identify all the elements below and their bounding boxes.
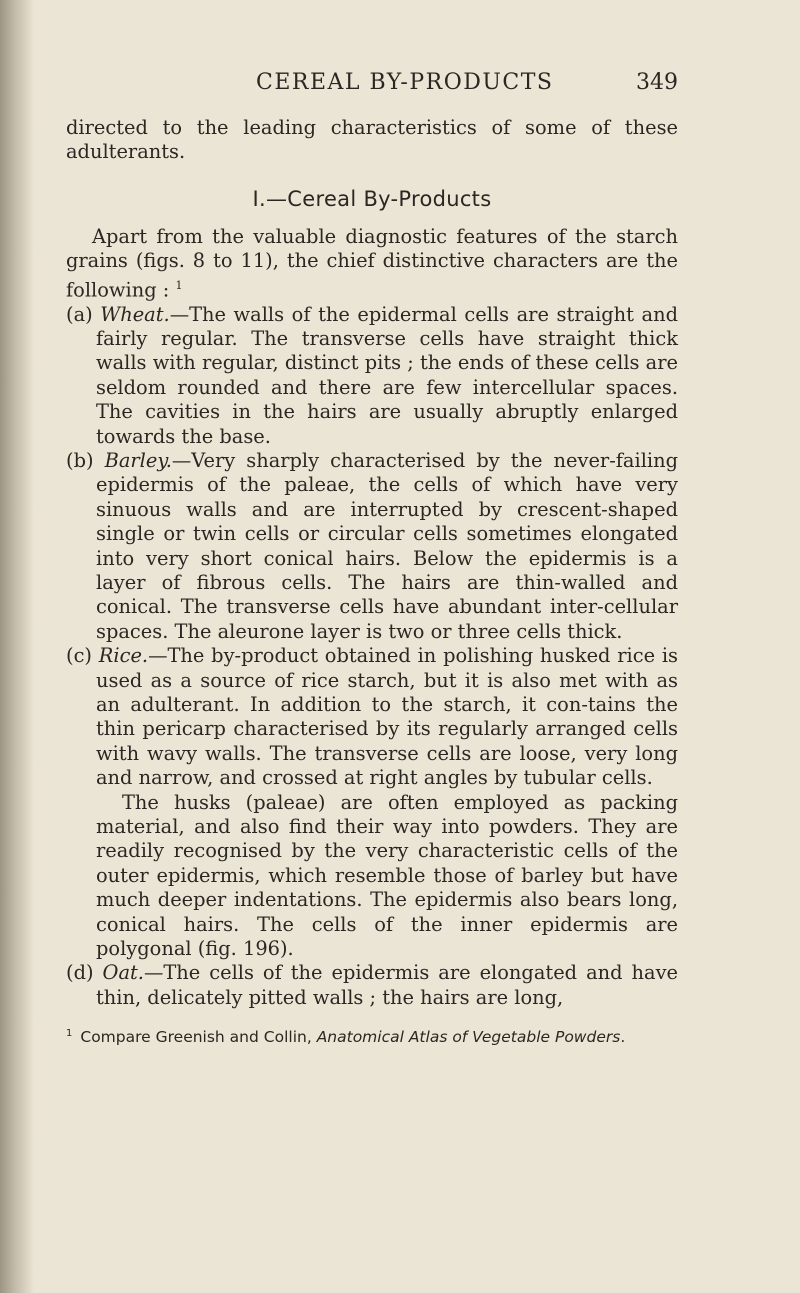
footnote-text-end: . xyxy=(620,1028,626,1047)
intro-paragraph: directed to the leading characteristics of some of these adulterants. xyxy=(66,116,678,164)
page-number: 349 xyxy=(636,70,678,95)
lead-text: Apart from the valuable diagnostic features of the starch grains (figs. 8 to 11), the chief distinctive characters are the following : xyxy=(66,224,678,302)
item-oat xyxy=(66,961,678,1010)
item-barley xyxy=(66,449,678,644)
running-head-title: CEREAL BY-PRODUCTS xyxy=(256,70,554,95)
item-name: Wheat. xyxy=(100,302,170,326)
item-name: Rice. xyxy=(98,644,149,668)
item-text: —The walls of the epidermal cells are straight and fairly regular. The transverse cells have straight thick walls with regular, distinct pits ; the ends of these cells are seldom rounded and there are few intercellular spaces. The cavities in the hairs are usually abruptly enlarged towards the base. xyxy=(96,302,678,448)
item-name: Barley. xyxy=(104,448,172,472)
footnote xyxy=(66,1024,678,1047)
section-heading: I.—Cereal By-Products xyxy=(252,186,492,211)
lead-paragraph xyxy=(66,225,678,303)
item-text: —The by-product obtained in polishing husked rice is used as a source of rice starch, but it is also met with as an adulterant. In addition to the starch, it con-tains the thin pericarp characterised by its regularly arranged cells with wavy walls. The transverse cells are loose, very long and narrow, and crossed at right angles by tubular cells. xyxy=(96,644,678,790)
item-rice-continuation: The husks (paleae) are often employed as packing material, and also find their way into powders. They are readily recognised by the very characteristic cells of the outer epidermis, which resemble those of barley but have much deeper indentations. The epidermis also bears long, conical hairs. The cells of the inner epidermis are polygonal (fig. 196). xyxy=(96,790,678,961)
book-page xyxy=(66,70,678,1047)
item-text: —Very sharply characterised by the never-failing epidermis of the paleae, the cells of which have very sinuous walls and are interrupted by crescent-shaped single or twin cells or circular cells sometimes elongated into very short conical hairs. Below the epidermis is a layer of fibrous cells. The hairs are thin-walled and conical. The transverse cells have abundant inter-cellular spaces. The aleurone layer is two or three cells thick. xyxy=(96,448,678,643)
item-name: Oat. xyxy=(102,961,144,985)
item-wheat xyxy=(66,303,678,449)
footnote-text: Compare Greenish and Collin, xyxy=(80,1028,317,1047)
item-marker: (c) xyxy=(66,644,92,668)
footnote-reference: 1 xyxy=(175,278,183,292)
running-head xyxy=(66,70,678,110)
book-spine-shadow xyxy=(0,0,34,1293)
item-rice xyxy=(66,644,678,790)
item-marker: (d) xyxy=(66,961,94,985)
item-marker: (b) xyxy=(66,448,94,472)
item-text: —The cells of the epidermis are elongated and have thin, delicately pitted walls ; the hairs are long, xyxy=(96,961,678,1009)
footnote-book-title: Anatomical Atlas of Vegetable Powders xyxy=(316,1028,621,1047)
footnote-mark: 1 xyxy=(66,1028,73,1040)
item-marker: (a) xyxy=(66,302,93,326)
